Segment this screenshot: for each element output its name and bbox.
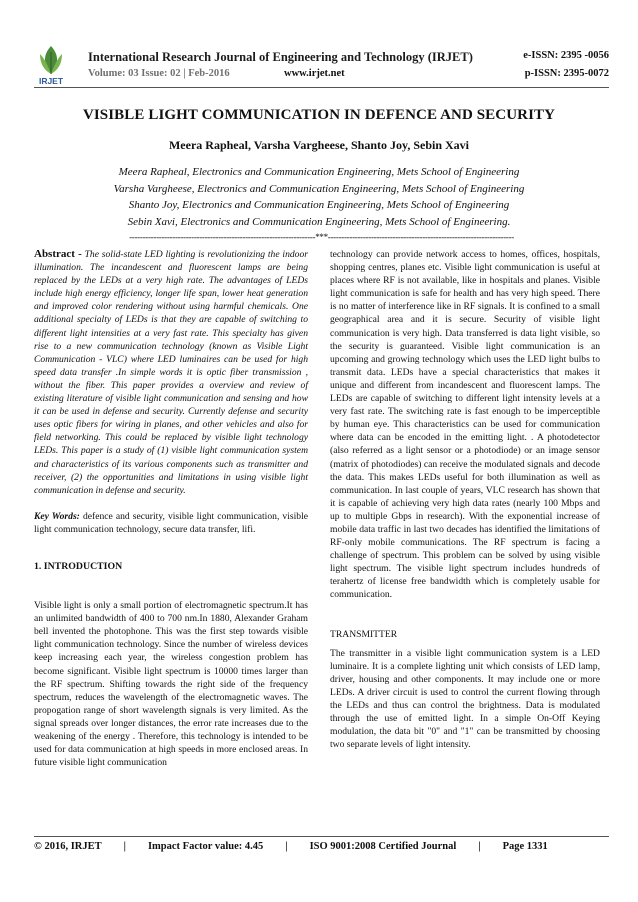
introduction-paragraph: Visible light is only a small portion of electromagnetic spectrum.It has an unlimited bandwidth of 400 to 700 nm.In 1880, Alexander Graham bell invented the photophone. This was the first step towards visible light communication technology. Since the number of wireless devices keep increasing each year, the wireless congestion problem has become significant. Visible light spectrum is 10000 times larger than the RF spectrum. Shifting towards the right side of the frequency spectrum, reduces the wavelength of the electromagnetic waves. The propogation range of short wavelength signals is very limited. As the signal spreads over longer distances, the error rate increases due to the weakening of the energy . Therefore, this technology is intended to be used for data communication at high speeds in more enclosed areas. In future visible light communication	[34, 600, 308, 769]
abstract-label: Abstract -	[34, 248, 82, 260]
p-issn: p-ISSN: 2395-0072	[524, 68, 609, 79]
affiliation-line: Meera Rapheal, Electronics and Communication Engineering, Mets School of Engineering	[118, 166, 520, 178]
abstract	[34, 248, 308, 497]
introduction-continued-paragraph: technology can provide network access to homes, offices, hospitals, shopping centres, planes etc. Visible light communication is useful at places where RF is not available, like in hospitals and planes. Visible light communication is safe for health and has very high speed. There is no matter of interference like in RF signals. It is confined to a small geographical area and it is secure. Security of visible light communication is very high. Data transferred is data light visible, so the security is guaranteed. Visible light communication is an upcoming and growing technology which uses the LED light bulbs to transmit data. LEDs have a special characteristics that makes it unique and different from incandescent and fluorescent lamps. The LEDs are capable of switching to different light intensity levels at a very fast rate. The switching rate is fast enough to be imperceptible by human eye. This characteristics can be used for communication where data can be encoded in the emitting light. . A photodetector (also referred as a light sensor or a photodiode) or an image sensor (matrix of photodiodes) can receive the modulated signals and decode the data. This makes LEDs useful for both illumination as well as communication. In last couple of years, VLC research has shown that it is capable of achieving very high data rates (nearly 100 Mbps and up to multiple Gbps in research). With the exponential increase of mobile data traffic in last two decades has identified the limitations of RF-only mobile communications. The RF spectrum is facing a challenge of spectrum. This problem can be solved by using visible light spectrum. The visible light spectrum includes hundreds of terahertz of license free bandwidth which is completely usable for communication.	[330, 249, 600, 601]
header-divider	[34, 87, 609, 88]
footer-separator: |	[478, 841, 481, 852]
volume-issue: Volume: 03 Issue: 02 | Feb-2016	[88, 68, 230, 79]
svg-text:IRJET: IRJET	[38, 76, 64, 86]
introduction-heading: 1. INTRODUCTION	[34, 560, 123, 572]
footer-impact-factor: Impact Factor value: 4.45	[147, 841, 264, 852]
right-column	[330, 248, 600, 751]
left-column	[34, 248, 308, 769]
journal-title: International Research Journal of Engineering and Technology (IRJET)	[88, 50, 473, 64]
footer-divider	[34, 836, 609, 837]
keywords-label: Key Words:	[34, 510, 80, 522]
keywords	[34, 510, 308, 536]
irjet-logo-icon	[34, 44, 68, 86]
journal-website[interactable]: www.irjet.net	[284, 68, 345, 79]
journal-header	[34, 44, 609, 86]
footer-separator: |	[123, 841, 126, 852]
transmitter-heading: TRANSMITTER	[330, 628, 398, 640]
paper-authors: Meera Rapheal, Varsha Vargheese, Shanto Joy, Sebin Xavi	[168, 138, 470, 152]
page-footer	[34, 841, 609, 852]
footer-separator: |	[285, 841, 288, 852]
e-issn: e-ISSN: 2395 -0056	[523, 50, 609, 61]
affiliation-line: Varsha Vargheese, Electronics and Communication Engineering, Mets School of Engineering	[113, 182, 525, 195]
affiliation-line: Shanto Joy, Electronics and Communication Engineering, Mets School of Engineering	[128, 199, 510, 211]
affiliation-line: Sebin Xavi, Electronics and Communication Engineering, Mets School of Engineering.	[127, 215, 511, 228]
author-affiliations	[30, 164, 608, 230]
abstract-text: The solid-state LED lighting is revolutionizing the indoor illumination. The incandescent and fluorescent lamps are being replaced by the LEDs at a very high rate. The advantages of LEDs include high energy efficiency, longer life span, lower heat generation and improved color rendering without using harmful chemicals. One additional specialty of LEDs is that they are capable of switching to different light intensities at a very fast rate. This specialty has given rise to a new communication technology (known as Visible Light Communication - VLC) where LED luminaires can be used for high speed data transfer .In simple words it is optic fiber transmission , without the fiber. This paper provides a overview and review of existing literature of visible light communication and sensing and how it can be used in defense and security. Currently defense and security uses optic fibers for wiring in planes, and other vehicles and also for field networking. This could be replaced by visible light technology LEDs. This paper is a study of (1) visible light communication system and characteristics of its various components such as transmitter and receiver, (2) the opportunities and limitations in using visible light communication in defense and security.	[34, 249, 308, 496]
section-separator: ---------------------------------------------------------------------***---------------------------------------------------------------------	[129, 232, 514, 242]
footer-copyright: © 2016, IRJET	[34, 841, 102, 852]
footer-page-number: Page 1331	[502, 841, 548, 852]
keywords-text: defence and security, visible light communication, visible light communication technology, secure data transfer, lifi.	[34, 510, 308, 535]
footer-iso: ISO 9001:2008 Certified Journal	[309, 841, 457, 852]
transmitter-paragraph: The transmitter in a visible light communication system is a LED luminaire. It is a complete lighting unit which consists of LED lamp, driver, housing and other components. It may include one or more LEDs. A driver circuit is used to control the current flowing through the LEDs and thus can control the brightness. Data is modulated through the use of emitted light. In a simple On-Off Keying modulation, the data bit "0" and "1" can be transmitted by choosing two separate levels of light intensity.	[330, 647, 600, 751]
paper-title: VISIBLE LIGHT COMMUNICATION IN DEFENCE AND SECURITY	[82, 107, 556, 123]
